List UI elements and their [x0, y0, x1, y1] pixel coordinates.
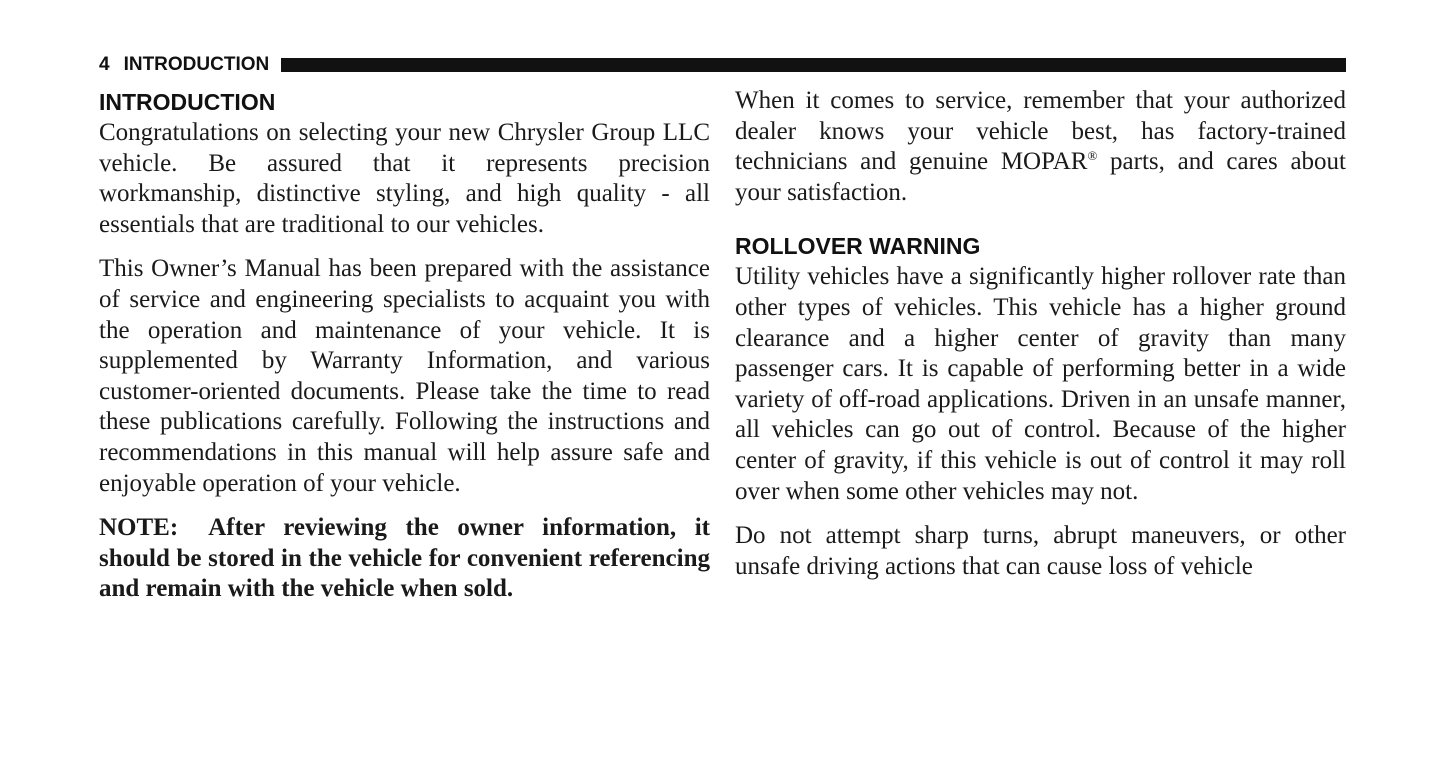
running-title: INTRODUCTION: [123, 54, 270, 75]
service-text-b: parts, and cares about your satisfaction.: [735, 148, 1346, 206]
section-heading-introduction: INTRODUCTION: [99, 89, 276, 115]
right-column: [735, 86, 1346, 582]
running-header: [99, 54, 1346, 76]
section-heading-rollover-warning: ROLLOVER WARNING: [735, 233, 981, 260]
service-paragraph: [735, 86, 1346, 208]
page-number: 4: [99, 54, 110, 75]
note-label: NOTE:: [99, 514, 179, 542]
rollover-paragraph: Utility vehicles have a significantly higher rollover rate than other types of vehicles. This vehicle has a higher ground clearance and a higher center of gravity than many passenger cars. It is capable of performing better in a wide variety of off-road applications. Driven in an unsafe manner, all vehicles can go out of control. Because of the higher center of gravity, if this vehicle is out of control it may roll over when some other vehicles may not.: [735, 263, 1346, 505]
service-text-a: When it comes to service, remember that your authorized dealer knows your vehicle best, has factory-trained technicians and genuine MOPAR: [735, 87, 1346, 176]
intro-paragraph-2: This Owner’s Manual has been prepared with the assistance of service and engineering specialists to acquaint you with the operation and maintenance of your vehicle. It is supplemented by Warranty Information, and various customer-oriented documents. Please take the time to read these publications carefully. Following the instructions and recommendations in this manual will help assure safe and enjoyable operation of your vehicle.: [99, 255, 710, 497]
note-text: After reviewing the owner information, it should be stored in the vehicle for convenient referencing and remain with the vehicle when sold.: [99, 514, 710, 603]
registered-mark: ®: [1087, 148, 1098, 164]
header-rule: [281, 58, 1346, 72]
driving-paragraph: Do not attempt sharp turns, abrupt maneuvers, or other unsafe driving actions that can cause loss of vehicle: [735, 522, 1346, 580]
note-paragraph: [99, 513, 710, 605]
left-column: [99, 86, 710, 605]
intro-paragraph-1: Congratulations on selecting your new Chrysler Group LLC vehicle. Be assured that it represents precision workmanship, distinctive styling, and high quality - all essentials that are traditional to our vehicles.: [99, 119, 710, 238]
